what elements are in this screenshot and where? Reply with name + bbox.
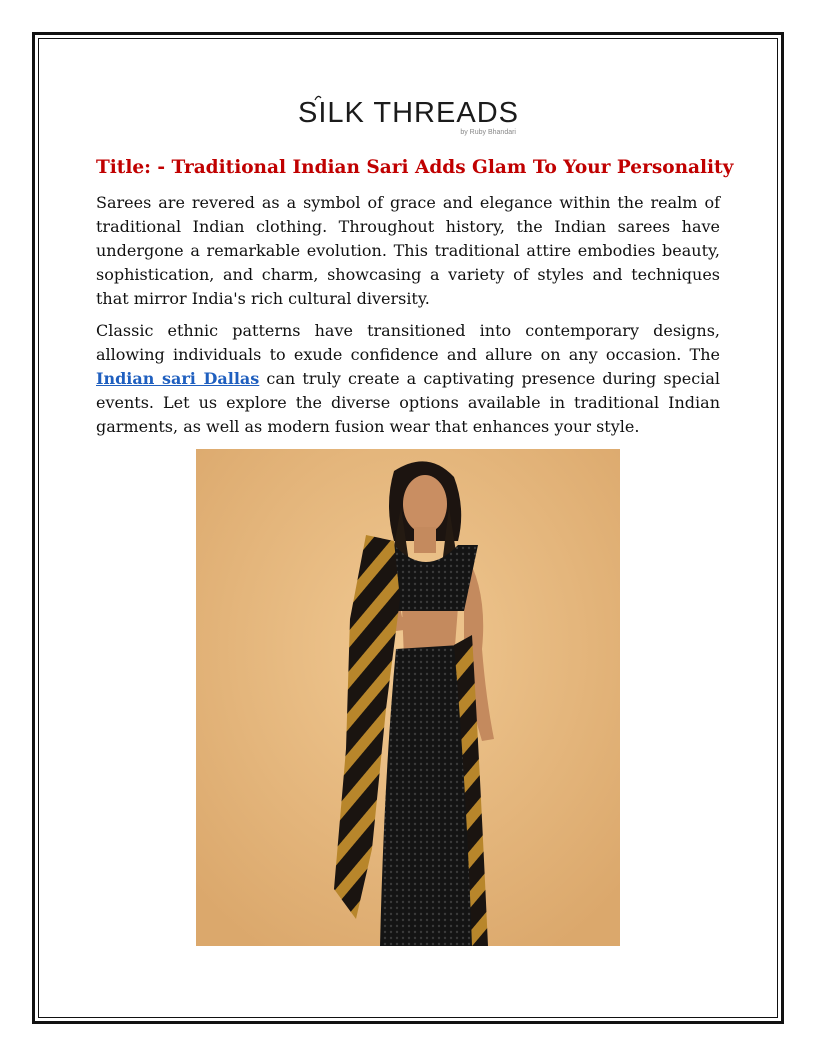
logo-flourish-icon [313,94,323,102]
document-title: Title: - Traditional Indian Sari Adds Glam To Your Personality [96,157,734,178]
paragraph-intro: Sarees are revered as a symbol of grace and elegance within the realm of traditional Indian clothing. Throughout history, the Indian sarees have undergone a remarkable evolution. This traditional attire embodies beauty, sophistication, and charm, showcasing a variety of styles and techniques that mirror India's rich cultural diversity. [96,193,720,308]
paragraph-body [96,319,720,439]
paragraph-text-before-link: Classic ethnic patterns have transitioned into contemporary designs, allowing individuals to exude confidence and allure on any occasion. The [96,321,720,364]
paragraph-text-after-link: can truly create a captivating presence during special events. Let us explore the diverse options available in traditional Indian garments, as well as modern fusion wear that enhances your style. [96,369,720,436]
brand-logo [298,96,520,142]
logo-brand-text: SILK THREADS [298,97,519,129]
saree-model-photo [196,449,620,946]
saree-model-illustration [196,449,620,946]
indian-sari-dallas-link[interactable]: Indian sari Dallas [96,369,260,388]
logo-tagline: by Ruby Bhandari [460,129,516,136]
